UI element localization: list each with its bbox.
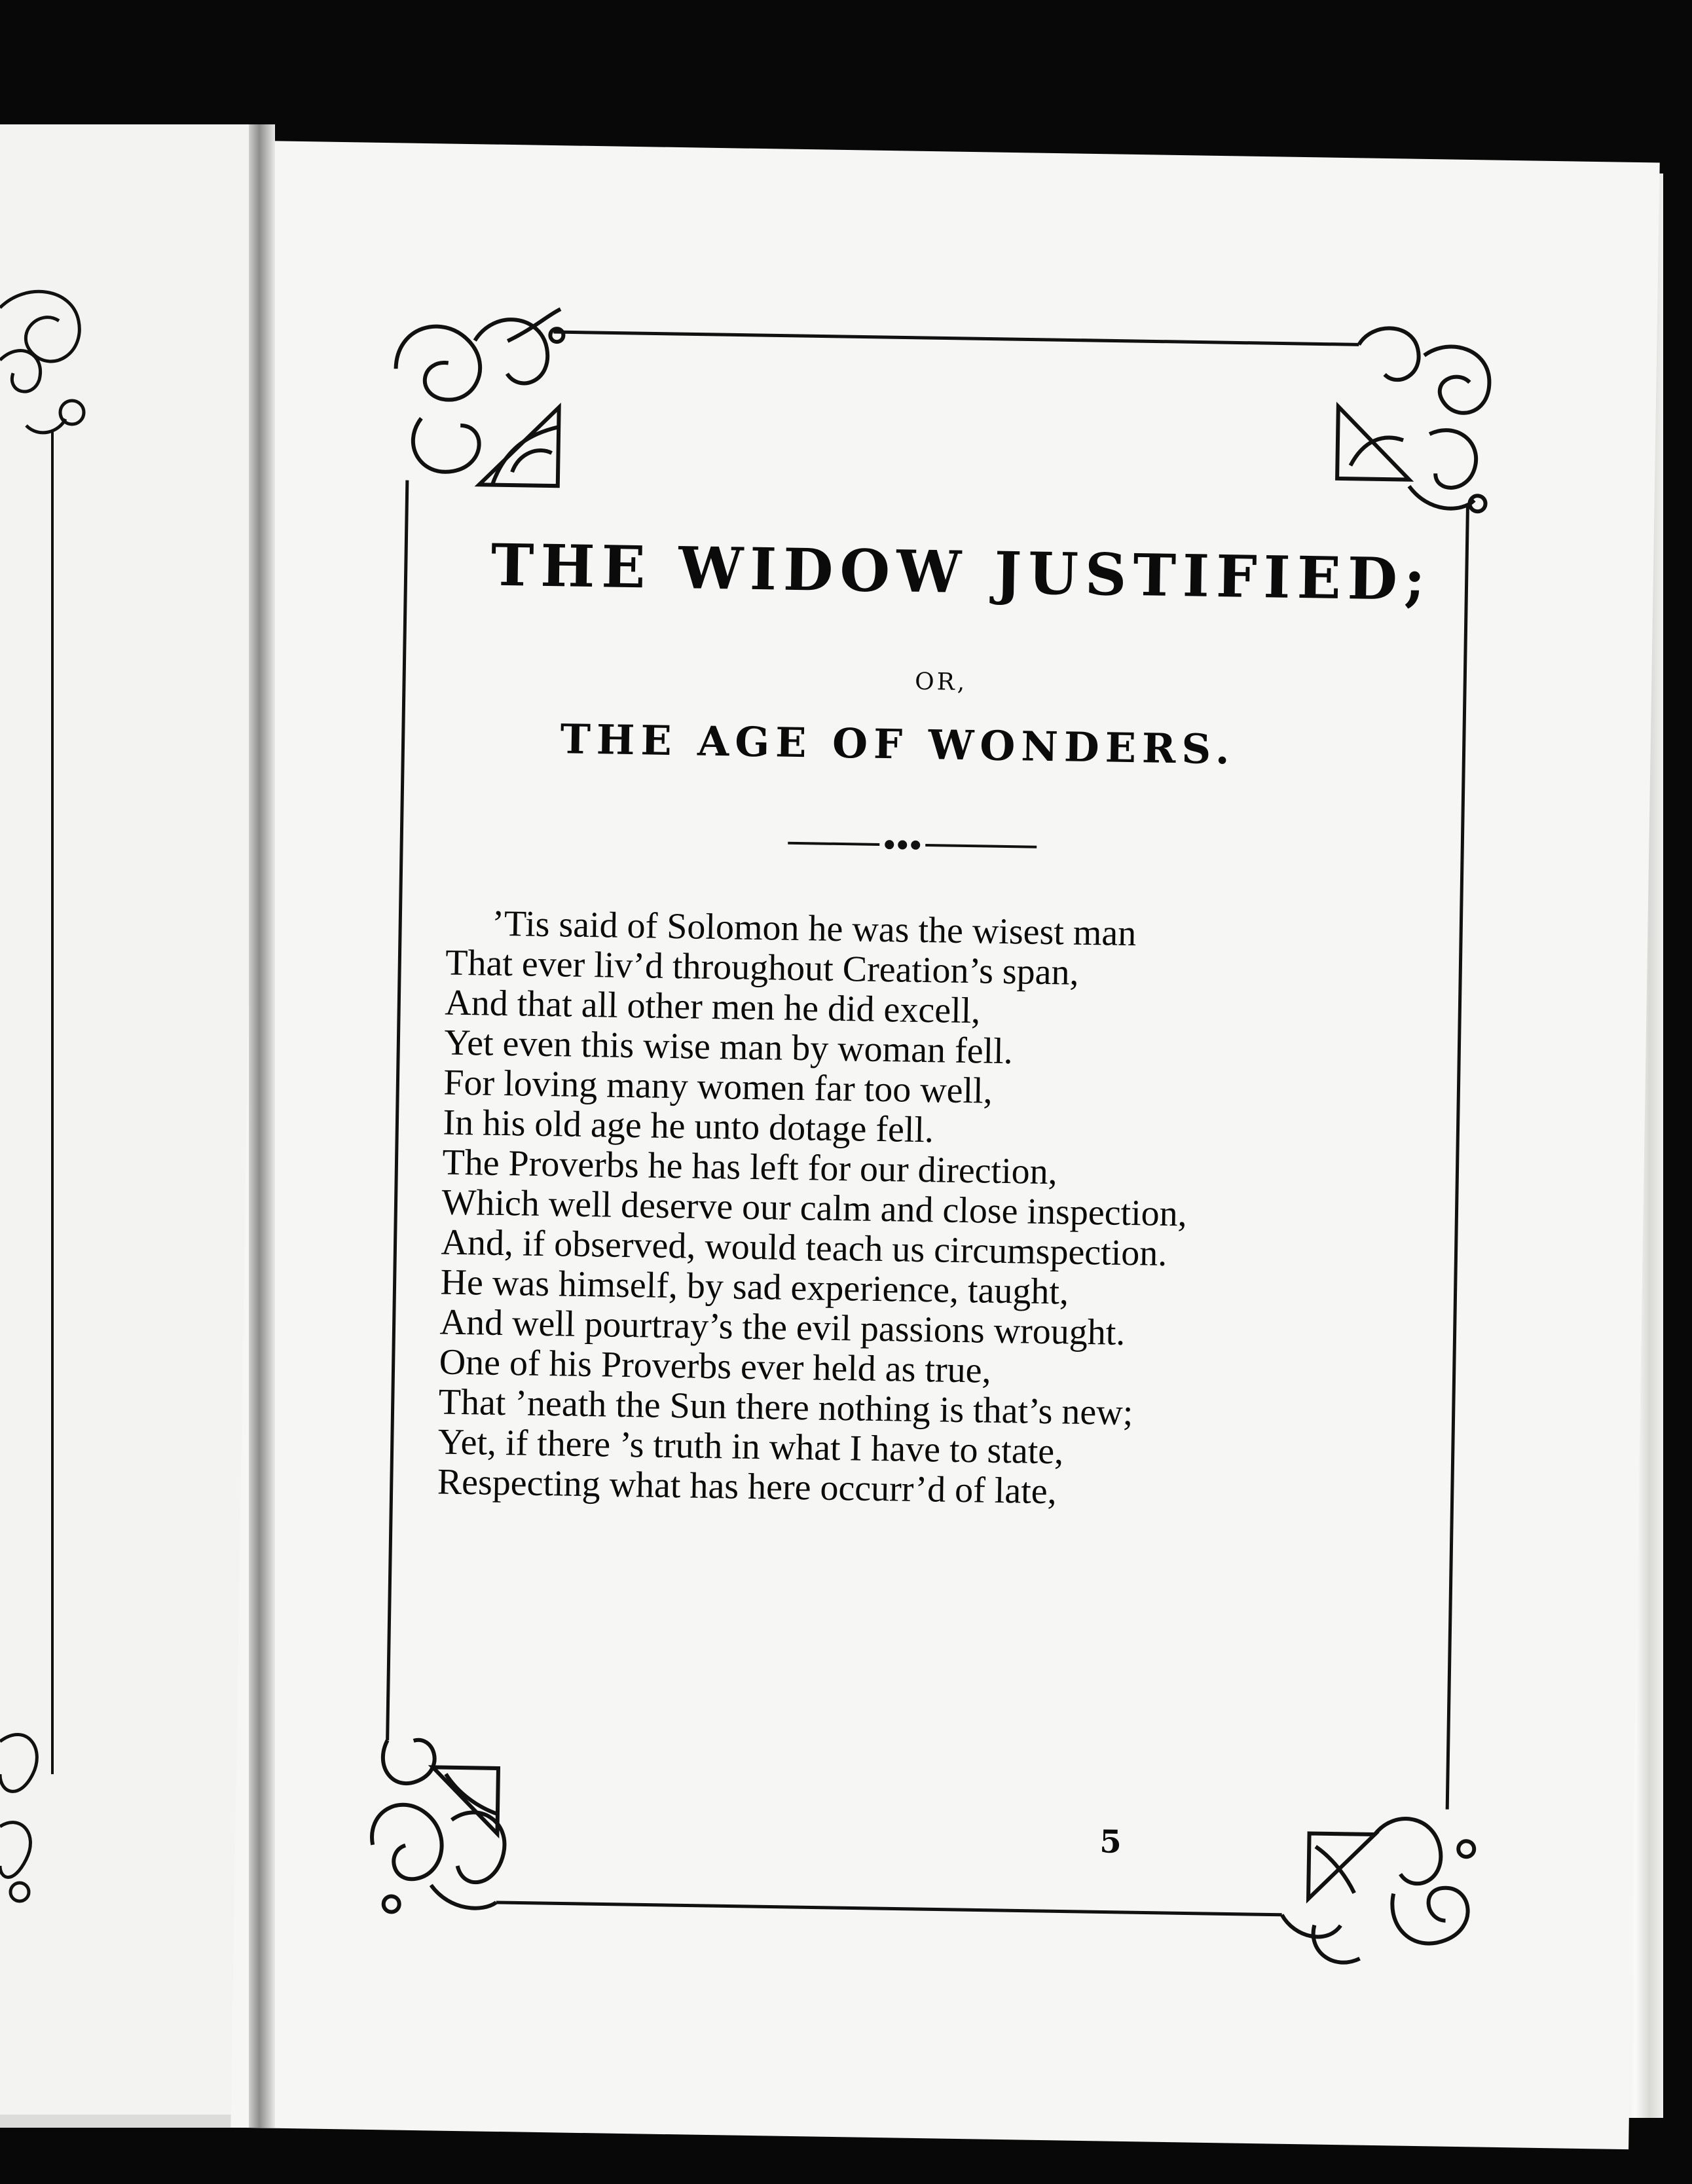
poem-line: That ever liv’d throughout Creation’s span, bbox=[445, 942, 1080, 993]
poem-line: In his old age he unto dotage fell. bbox=[442, 1102, 934, 1151]
poem-line: He was himself, by sad experience, taught, bbox=[440, 1262, 1069, 1313]
corner-flourish-top-right-icon bbox=[1336, 327, 1490, 511]
page-title: THE WIDOW JUSTIFIED; bbox=[490, 530, 1433, 614]
poem-line: One of his Proverbs ever held as true, bbox=[439, 1341, 991, 1391]
poem-line: Yet, if there ’s truth in what I have to state, bbox=[437, 1421, 1064, 1472]
title-connector: OR, bbox=[914, 668, 968, 697]
poem-line: Respecting what has here occurr’d of late, bbox=[437, 1461, 1058, 1512]
poem-line: The Proverbs he has left for our direction, bbox=[442, 1142, 1058, 1193]
poem-text bbox=[437, 903, 1191, 1514]
poem-line: And well pourtray’s the evil passions wrought. bbox=[439, 1301, 1126, 1353]
book-spine bbox=[249, 124, 275, 2128]
poem-line: ’Tis said of Solomon he was the wisest man bbox=[491, 903, 1137, 955]
poem-line: That ’neath the Sun there nothing is that’s new; bbox=[438, 1381, 1133, 1434]
flourish-icon bbox=[0, 291, 84, 433]
corner-flourish-bottom-right-icon bbox=[1281, 1817, 1475, 1965]
poem-line: And that all other men he did excell, bbox=[444, 982, 981, 1032]
poem-line: Yet even this wise man by woman fell. bbox=[443, 1022, 1014, 1072]
corner-flourish-top-left-icon bbox=[394, 306, 564, 486]
previous-page-border bbox=[0, 124, 275, 2128]
flourish-icon bbox=[0, 1735, 37, 1901]
corner-flourish-bottom-left-icon bbox=[371, 1739, 506, 1914]
poem-line: For loving many women far too well, bbox=[443, 1062, 993, 1112]
page-number: 5 bbox=[1099, 1823, 1122, 1861]
poem-line: Which well deserve our calm and close inspection, bbox=[441, 1182, 1188, 1235]
poem-line: And, if observed, would teach us circumspection. bbox=[441, 1222, 1168, 1274]
previous-page bbox=[0, 124, 275, 2128]
title-divider-icon bbox=[788, 839, 1037, 852]
current-page bbox=[230, 141, 1659, 2149]
page-subtitle: THE AGE OF WONDERS. bbox=[560, 715, 1236, 774]
